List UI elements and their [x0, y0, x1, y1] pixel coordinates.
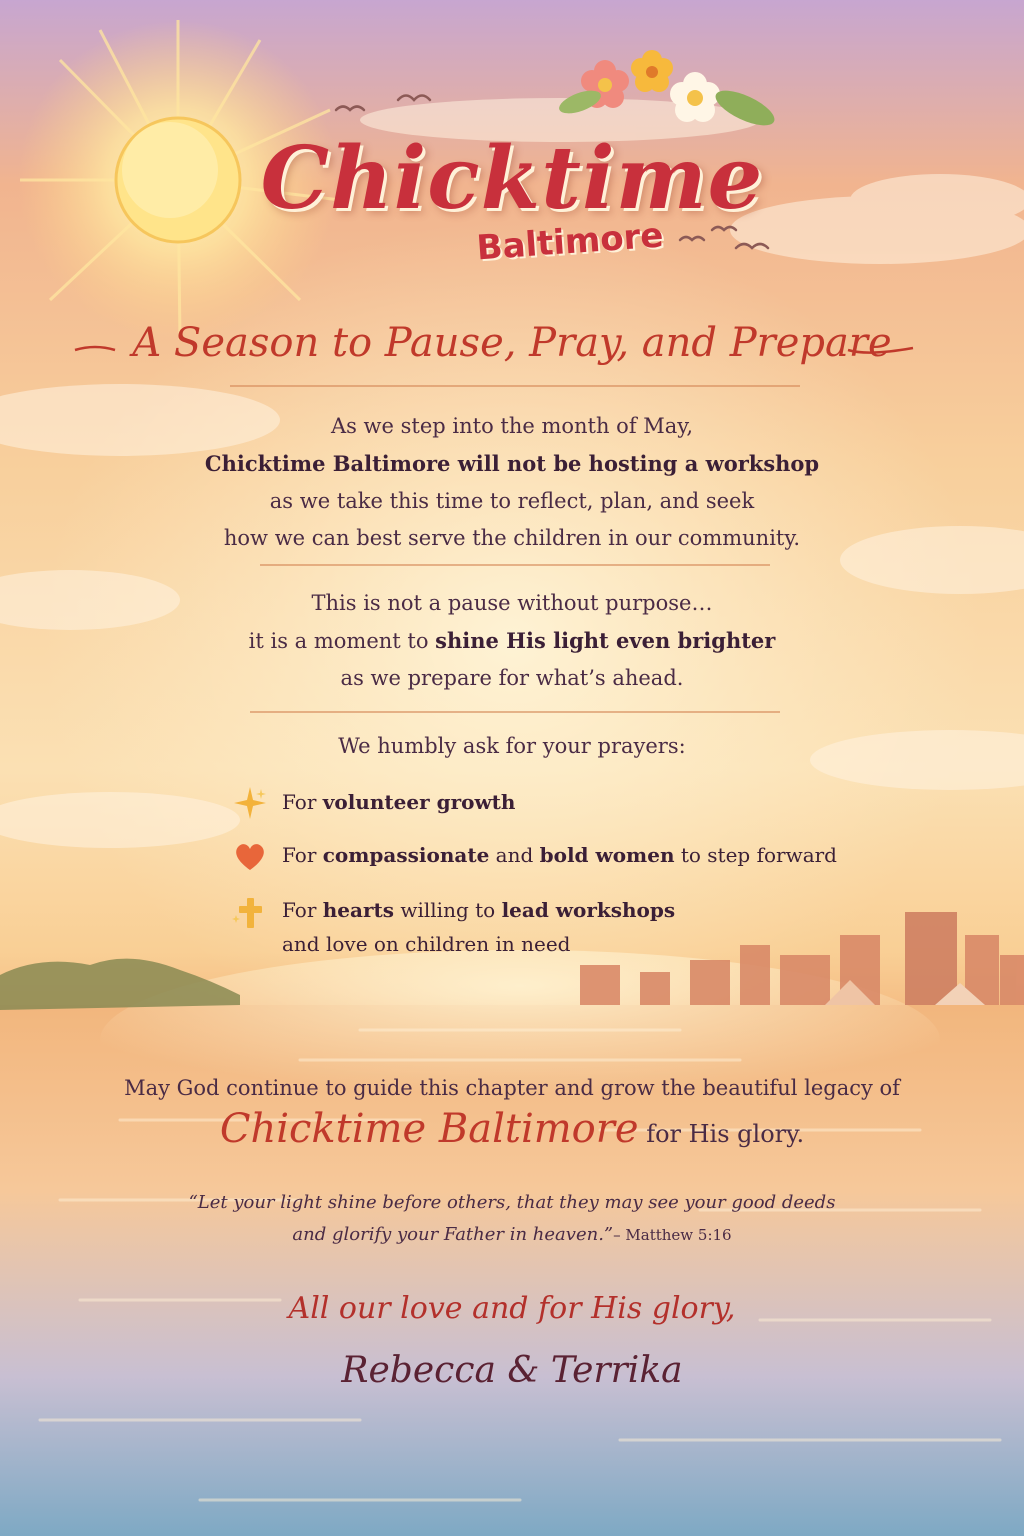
logo-title: Chicktime	[260, 128, 764, 229]
intro-line-3: as we take this time to reflect, plan, and seek	[269, 489, 755, 513]
heart-icon	[232, 838, 268, 874]
scripture-quote	[0, 1187, 1024, 1251]
purpose-line-3: as we prepare for what’s ahead.	[340, 666, 684, 690]
prayer-request-heading: We humbly ask for your prayers:	[338, 734, 686, 758]
closing-line-2: Chicktime Baltimore for His glory.	[219, 1106, 805, 1152]
logo-subtitle: Baltimore	[475, 215, 665, 269]
quote-line-2: and glorify your Father in heaven.”– Matthew 5:16	[292, 1224, 732, 1245]
intro-paragraph	[0, 408, 1024, 557]
intro-line-4: how we can best serve the children in our community.	[223, 526, 801, 550]
headline: A Season to Pause, Pray, and Prepare	[132, 320, 892, 366]
sparkle-icon	[232, 785, 268, 821]
closing-brand: Chicktime Baltimore	[219, 1106, 639, 1152]
intro-line-1: As we step into the month of May,	[330, 414, 694, 438]
prayer-item: For hearts willing to lead workshops and love on children in need	[232, 893, 932, 965]
intro-line-2: Chicktime Baltimore will not be hosting a workshop	[204, 451, 820, 476]
prayer-item: For compassionate and bold women to step forward	[232, 838, 932, 874]
cross-icon	[232, 895, 268, 931]
closing-line-1: May God continue to guide this chapter and grow the beautiful legacy of	[124, 1076, 900, 1100]
purpose-paragraph	[0, 585, 1024, 697]
prayer-item: For volunteer growth	[232, 785, 932, 821]
purpose-line-1: This is not a pause without purpose…	[311, 591, 713, 615]
signoff: All our love and for His glory,	[288, 1291, 736, 1326]
closing-paragraph	[0, 1070, 1024, 1154]
quote-line-1: “Let your light shine before others, that they may see your good deeds	[188, 1192, 836, 1213]
signature: Rebecca & Terrika	[341, 1350, 683, 1391]
quote-reference: – Matthew 5:16	[613, 1226, 732, 1244]
purpose-line-2: it is a moment to shine His light even brighter	[248, 628, 776, 653]
